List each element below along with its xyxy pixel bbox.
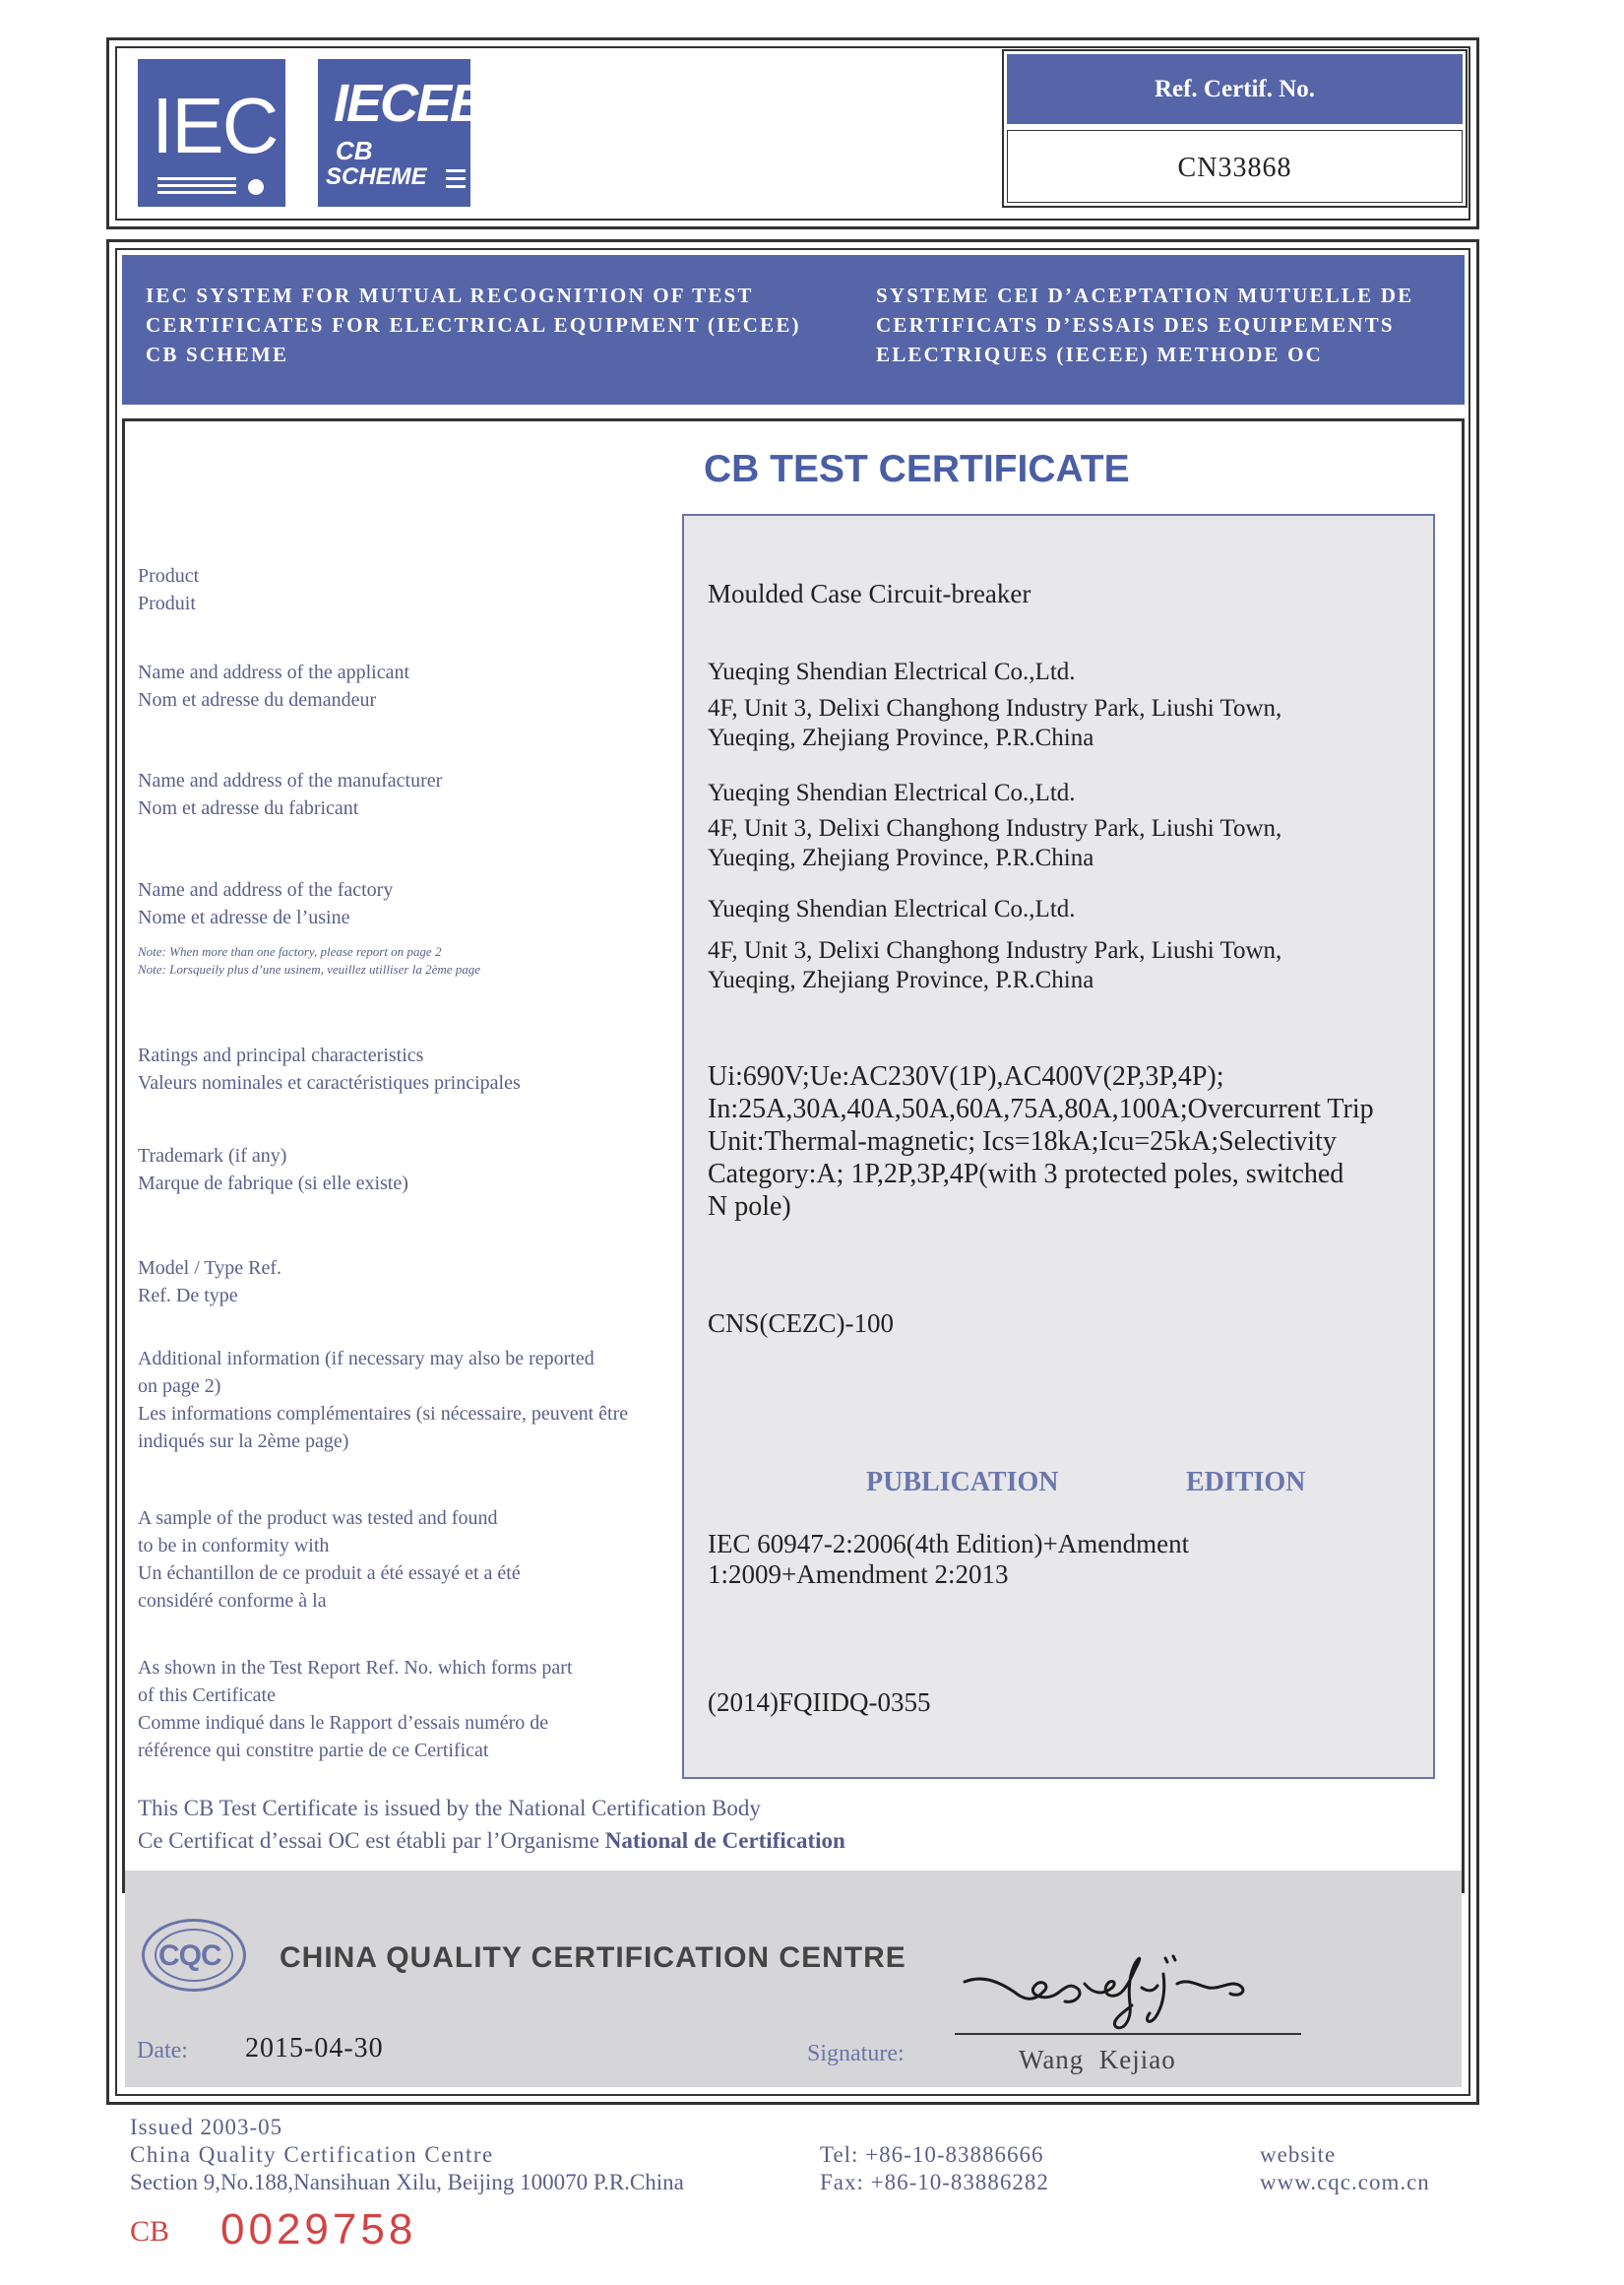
additional-label: Additional information (if necessary may also be reported on page 2) Les informations complémentaires (si nécessaire, peuvent être indiqués sur la 2ème page) [138,1348,629,1452]
certification-footer [125,1871,1462,2087]
bottom-address: Section 9,No.188,Nansihuan Xilu, Beijing 100070 P.R.China [130,2170,684,2194]
ref-label-bar [1007,54,1463,124]
signature-image [955,1944,1289,2033]
tel: Tel: +86-10-83886666 [820,2142,1044,2167]
contact-info [820,2141,1049,2196]
product-value: Moulded Case Circuit-breaker [708,579,1031,608]
factory-value: Yueqing Shendian Electrical Co.,Ltd. 4F, Unit 3, Delixi Changhong Industry Park, Liushi Town, Yueqing, Zhejiang Province, P.R.China [708,896,1282,993]
cb-logo-text: CB [336,136,373,165]
manufacturer-label: Name and address of the manufacturer Nom et adresse du fabricant [138,770,443,819]
ratings-value: Ui:690V;Ue:AC230V(1P),AC400V(2P,3P,4P); In:25A,30A,40A,50A,60A,75A,80A,100A;Overcurrent Trip Unit:Thermal-magnetic; Ics=18kA;Icu=25kA;Selectivity Category:A; 1P,2P,3P,4P(with 3 protected poles, switched N pole) [708,1061,1374,1222]
cqc-logo [142,1919,246,1992]
cb-label: CB [130,2215,170,2248]
ref-label: Ref. Certif. No. [1154,76,1316,102]
scheme-logo-text: SCHEME [326,163,427,190]
scheme-banner [122,255,1465,405]
bottom-left-info [130,2114,684,2196]
date-value: 2015-04-30 [245,2033,384,2063]
cqc-org-name: CHINA QUALITY CERTIFICATION CENTRE [280,1941,906,1974]
website-label: website [1260,2142,1337,2167]
iec-logo [138,59,285,207]
product-label: Product Produit [138,565,200,614]
iecee-logo [318,59,484,207]
model-value: CNS(CEZC)-100 [708,1308,894,1338]
publication-heading: PUBLICATION [866,1467,1059,1497]
signatory-name: Wang Kejiao [1019,2045,1176,2074]
manufacturer-value: Yueqing Shendian Electrical Co.,Ltd. 4F, Unit 3, Delixi Changhong Industry Park, Liushi Town, Yueqing, Zhejiang Province, P.R.China [708,780,1282,871]
factory-note: Note: When more than one factory, please report on page 2 Note: Lorsqueily plus d’une usinem, veuillez utilliser la 2ème page [138,944,481,977]
date-label: Date: [137,2038,188,2063]
website-info [1260,2141,1430,2196]
website-url[interactable]: www.cqc.com.cn [1260,2170,1430,2194]
trademark-label: Trademark (if any) Marque de fabrique (si elle existe) [138,1145,408,1194]
report-label: As shown in the Test Report Ref. No. which forms part of this Certificate Comme indiqué dans le Rapport d’essais numéro de référence qui constitre partie de ce Certificat [138,1657,573,1761]
ref-value: CN33868 [1177,153,1292,183]
page-title: CB TEST CERTIFICATE [704,448,1130,490]
ratings-label: Ratings and principal characteristics Valeurs nominales et caractéristiques principales [138,1045,521,1094]
banner-fr: SYSTEME CEI D’ACEPTATION MUTUELLE DE CERTIFICATS D’ESSAIS DES EQUIPEMENTS ELECTRIQUES (IECEE) METHODE OC [876,284,1414,366]
applicant-label: Name and address of the applicant Nom et adresse du demandeur [138,662,410,711]
sample-label: A sample of the product was tested and found to be in conformity with Un échantillon de ce produit a été essayé et a été considéré conforme à la [138,1507,521,1612]
model-label: Model / Type Ref. Ref. De type [138,1257,281,1306]
applicant-value: Yueqing Shendian Electrical Co.,Ltd. 4F, Unit 3, Delixi Changhong Industry Park, Liushi Town, Yueqing, Zhejiang Province, P.R.China [708,659,1282,751]
issued-date: Issued 2003-05 [130,2115,283,2139]
cqc-logo-text: CQC [158,1939,221,1972]
edition-heading: EDITION [1186,1467,1306,1497]
standard-value: IEC 60947-2:2006(4th Edition)+Amendment 1:2009+Amendment 2:2013 [708,1529,1190,1589]
banner-en: IEC SYSTEM FOR MUTUAL RECOGNITION OF TEST CERTIFICATES FOR ELECTRICAL EQUIPMENT (IECEE) CB SCHEME [146,284,801,366]
factory-label: Name and address of the factory Nome et adresse de l’usine [138,879,394,928]
signature-label: Signature: [807,2041,905,2066]
report-value: (2014)FQIIDQ-0355 [708,1687,931,1717]
bottom-org: China Quality Certification Centre [130,2142,494,2167]
ref-box [1002,49,1468,208]
fax: Fax: +86-10-83886282 [820,2170,1049,2194]
issued-by: This CB Test Certificate is issued by the National Certification Body Ce Certificat d’essai OC est établi par l’Organisme National de Certification [138,1796,845,1853]
iec-logo-text: IEC [152,82,278,169]
serial-number: 0029758 [220,2205,417,2253]
iecee-logo-text: IECEE [334,74,484,133]
